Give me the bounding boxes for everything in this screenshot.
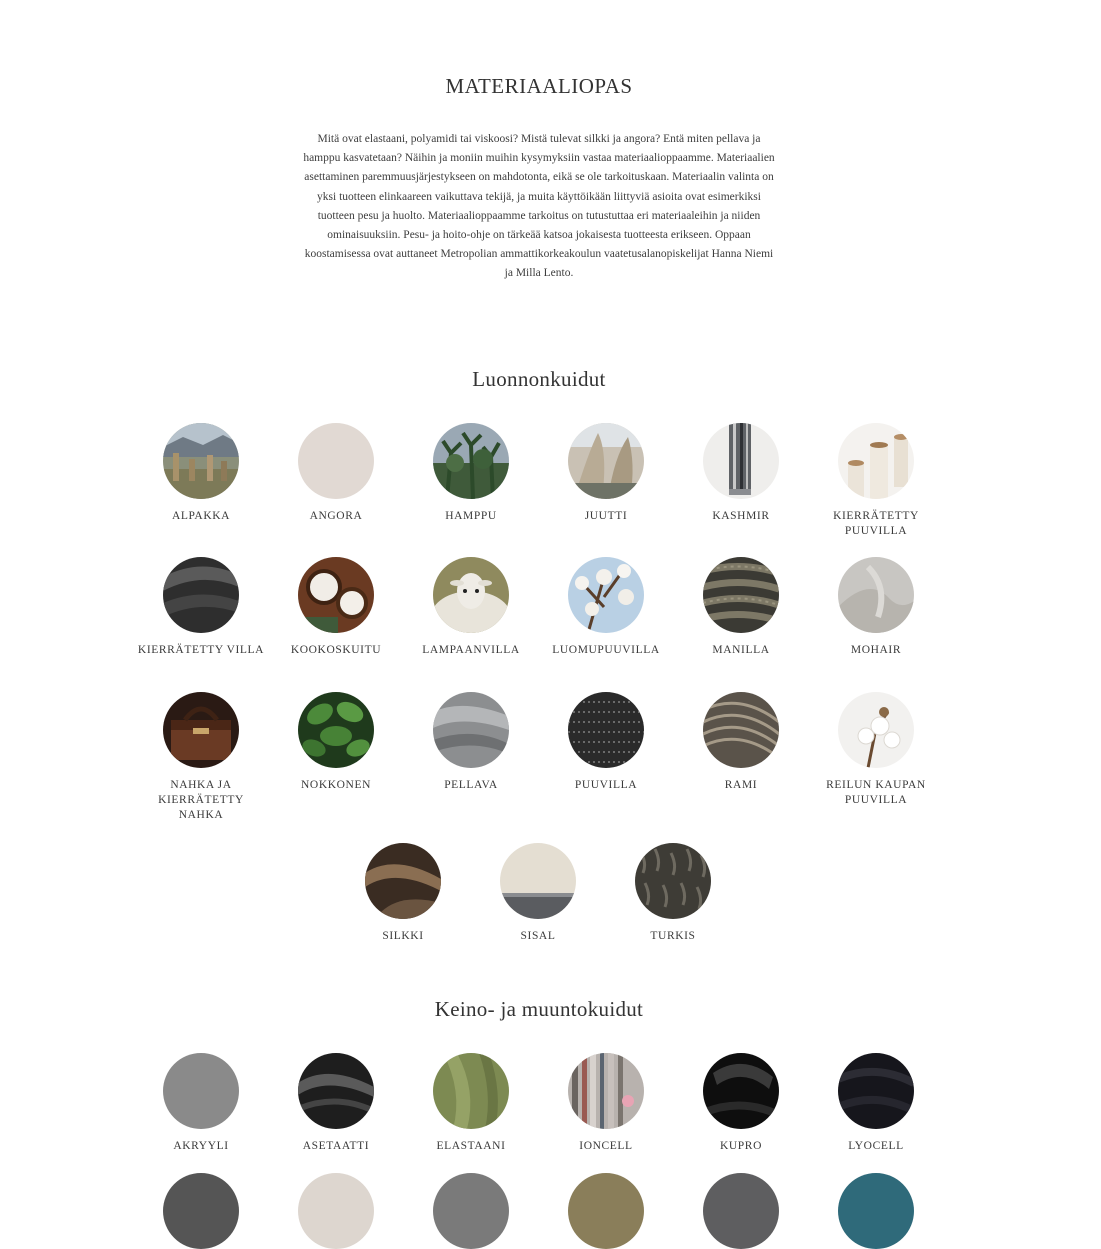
material-partial-1[interactable]	[136, 1173, 266, 1249]
material-label: ANGORA	[309, 510, 363, 522]
section-title-natural: Luonnonkuidut	[472, 367, 606, 391]
material-label: KIERRÄTETTY PUUVILLA	[833, 510, 919, 537]
kierratetty-villa-image	[163, 557, 239, 633]
material-label: LAMPAANVILLA	[422, 644, 520, 656]
nokkonen-image	[298, 692, 374, 768]
material-label: LYOCELL	[848, 1140, 904, 1152]
partial-image	[163, 1173, 239, 1249]
material-lyocell[interactable]	[811, 1053, 941, 1154]
material-kashmir[interactable]	[676, 423, 806, 524]
angora-image	[298, 423, 374, 499]
partial-image	[568, 1173, 644, 1249]
material-angora[interactable]	[271, 423, 401, 524]
material-label: JUUTTI	[584, 510, 628, 522]
kookoskuitu-image	[298, 557, 374, 633]
material-reilun-kaupan-puuvilla[interactable]	[811, 692, 941, 808]
material-nahka[interactable]	[136, 692, 266, 823]
material-label: PELLAVA	[444, 779, 498, 791]
material-partial-5[interactable]	[676, 1173, 806, 1249]
luomupuuvilla-image	[568, 557, 644, 633]
reilun-kaupan-puuvilla-image	[838, 692, 914, 768]
material-label: REILUN KAUPAN PUUVILLA	[826, 779, 926, 806]
material-label: KOOKOSKUITU	[290, 644, 382, 656]
pellava-image	[433, 692, 509, 768]
material-label: LUOMUPUUVILLA	[552, 644, 660, 656]
material-label: ASETAATTI	[302, 1140, 370, 1152]
material-asetaatti[interactable]	[271, 1053, 401, 1154]
material-label: MANILLA	[712, 644, 770, 656]
material-kierratetty-villa[interactable]	[136, 557, 266, 658]
intro-text: Mitä ovat elastaani, polyamidi tai viskoosi? Mistä tulevat silkki ja angora? Entä miten pellava ja hamppu kasvatetaan? Näihin ja moniin muihin kysymyksiin vastaa materiaalioppaamme. Materiaalien asettaminen paremmuusjärjestykseen on mahdotonta, eikä se ole tarkoituskaan. Materiaalin valinta on yksi tuotteen elinkaareen vaikuttava tekijä, ja muita käyttöikään liittyviä asioita ovat esimerkiksi tuotteen pesu ja huolto. Materiaalioppaamme tarkoitus on tutustuttaa eri materiaaleihin ja niiden ominaisuuksiin. Pesu- ja hoito-ohje on tärkeää katsoa jokaisesta tuotteesta erikseen. Oppaan koostamisessa ovat auttaneet Metropolian ammattikorkeakoulun vaatetusalanopiskelijat Hanna Niemi ja Milla Lento.	[303, 133, 775, 280]
material-manilla[interactable]	[676, 557, 806, 658]
section-title-synthetic: Keino- ja muuntokuidut	[434, 997, 644, 1021]
asetaatti-image	[298, 1053, 374, 1129]
juutti-image	[568, 423, 644, 499]
material-pellava[interactable]	[406, 692, 536, 793]
material-partial-3[interactable]	[406, 1173, 536, 1249]
partial-image	[838, 1173, 914, 1249]
material-label: SISAL	[520, 930, 556, 942]
mohair-image	[838, 557, 914, 633]
material-kierratetty-puuvilla[interactable]	[811, 423, 941, 539]
material-label: MOHAIR	[850, 644, 902, 656]
silkki-image	[365, 843, 441, 919]
material-label: TURKIS	[650, 930, 696, 942]
material-label: PUUVILLA	[574, 779, 638, 791]
material-label: SILKKI	[382, 930, 424, 942]
alpakka-image	[163, 423, 239, 499]
material-label: NOKKONEN	[301, 779, 371, 791]
material-hamppu[interactable]	[406, 423, 536, 524]
partial-image	[433, 1173, 509, 1249]
material-partial-4[interactable]	[541, 1173, 671, 1249]
material-label: KUPRO	[720, 1140, 762, 1152]
puuvilla-image	[568, 692, 644, 768]
material-partial-6[interactable]	[811, 1173, 941, 1249]
material-juutti[interactable]	[541, 423, 671, 524]
material-partial-2[interactable]	[271, 1173, 401, 1249]
hamppu-image	[433, 423, 509, 499]
kupro-image	[703, 1053, 779, 1129]
material-mohair[interactable]	[811, 557, 941, 658]
material-lampaanvilla[interactable]	[406, 557, 536, 658]
page-title: MATERIAALIOPAS	[445, 74, 633, 98]
material-silkki[interactable]	[338, 843, 468, 944]
material-puuvilla[interactable]	[541, 692, 671, 793]
material-label: KIERRÄTETTY VILLA	[137, 644, 265, 656]
partial-image	[298, 1173, 374, 1249]
material-elastaani[interactable]	[406, 1053, 536, 1154]
material-ioncell[interactable]	[541, 1053, 671, 1154]
lampaanvilla-image	[433, 557, 509, 633]
material-label: IONCELL	[579, 1140, 633, 1152]
material-sisal[interactable]	[473, 843, 603, 944]
partial-image	[703, 1173, 779, 1249]
manilla-image	[703, 557, 779, 633]
material-label: ELASTAANI	[436, 1140, 506, 1152]
material-label: NAHKA JA KIERRÄTETTY NAHKA	[158, 779, 244, 821]
material-akryyli[interactable]	[136, 1053, 266, 1154]
material-label: RAMI	[724, 779, 758, 791]
lyocell-image	[838, 1053, 914, 1129]
sisal-image	[500, 843, 576, 919]
akryyli-image	[163, 1053, 239, 1129]
material-nokkonen[interactable]	[271, 692, 401, 793]
kierratetty-puuvilla-image	[838, 423, 914, 499]
turkis-image	[635, 843, 711, 919]
rami-image	[703, 692, 779, 768]
material-rami[interactable]	[676, 692, 806, 793]
elastaani-image	[433, 1053, 509, 1129]
material-alpakka[interactable]	[136, 423, 266, 524]
material-label: ALPAKKA	[171, 510, 231, 522]
kashmir-image	[703, 423, 779, 499]
material-luomupuuvilla[interactable]	[541, 557, 671, 658]
material-label: HAMPPU	[445, 510, 497, 522]
nahka-image	[163, 692, 239, 768]
ioncell-image	[568, 1053, 644, 1129]
material-kookoskuitu[interactable]	[271, 557, 401, 658]
material-label: KASHMIR	[712, 510, 770, 522]
material-turkis[interactable]	[608, 843, 738, 944]
material-label: AKRYYLI	[173, 1140, 229, 1152]
material-kupro[interactable]	[676, 1053, 806, 1154]
